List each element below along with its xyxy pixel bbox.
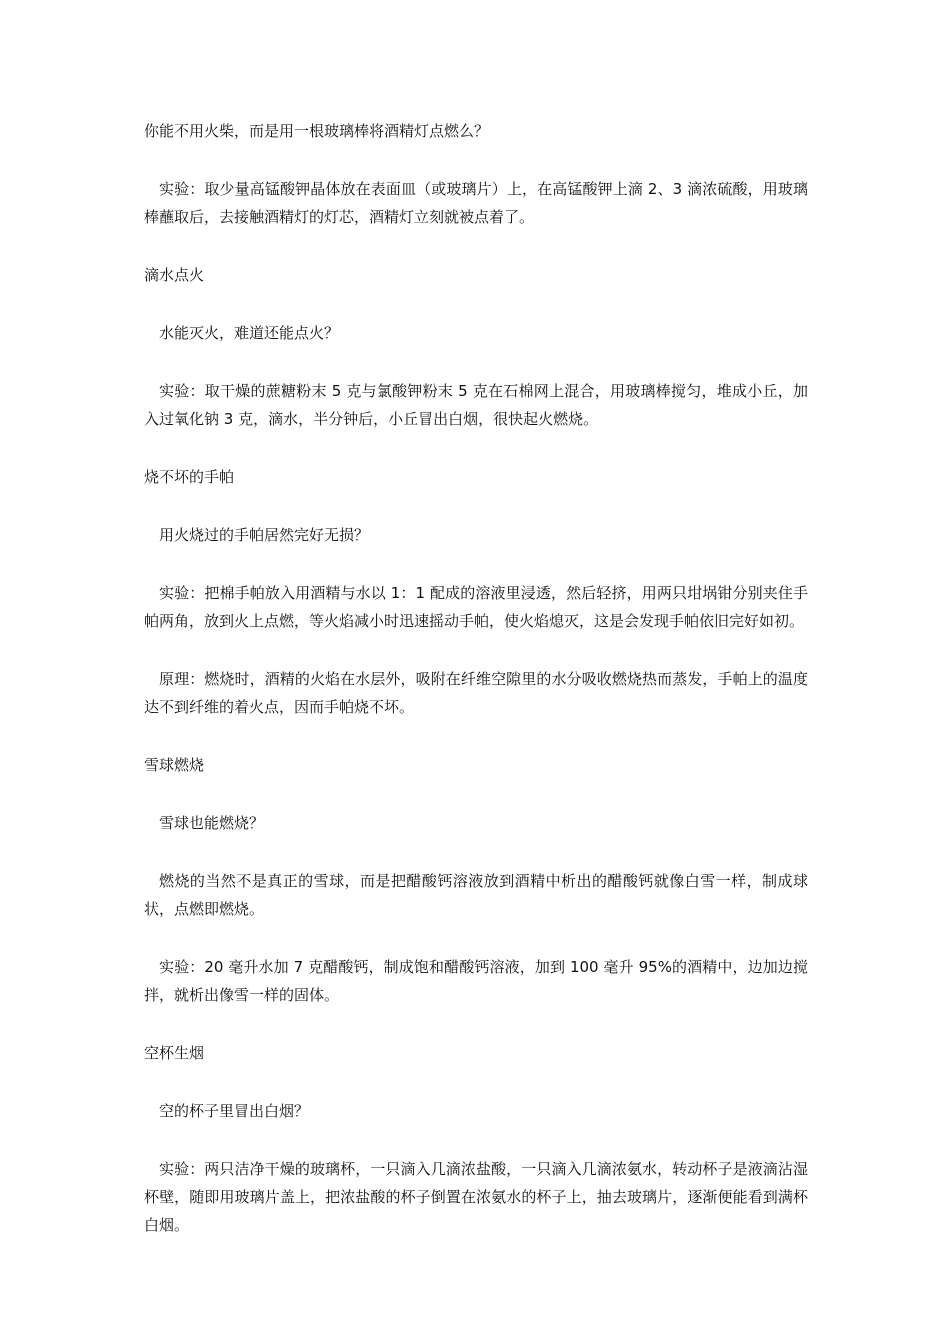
section-heading-handkerchief: 烧不坏的手帕 — [144, 468, 235, 486]
paragraph-question-3: 用火烧过的手帕居然完好无损？ — [159, 526, 370, 544]
paragraph-explanation-4: 燃烧的当然不是真正的雪球，而是把醋酸钙溶液放到酒精中析出的醋酸钙就像白雪一样，制成球状，点燃即燃烧。 — [144, 872, 808, 918]
section-heading-smoke-cup: 空杯生烟 — [144, 1044, 205, 1062]
paragraph-principle-3: 原理：燃烧时，酒精的火焰在水层外，吸附在纤维空隙里的水分吸收燃烧热而蒸发，手帕上的温度达不到纤维的着火点，因而手帕烧不坏。 — [144, 670, 808, 716]
paragraph-experiment-5: 实验：两只洁净干燥的玻璃杯，一只滴入几滴浓盐酸，一只滴入几滴浓氨水，转动杯子是液滴沾湿杯壁，随即用玻璃片盖上，把浓盐酸的杯子倒置在浓氨水的杯子上，抽去玻璃片，逐渐便能看到满杯白烟。 — [144, 1160, 808, 1234]
paragraph-experiment-2: 实验：取干燥的蔗糖粉末 5 克与氯酸钾粉末 5 克在石棉网上混合，用玻璃棒搅匀，堆成小丘，加入过氧化钠 3 克，滴水，半分钟后，小丘冒出白烟，很快起火燃烧。 — [144, 382, 808, 428]
paragraph-question-5: 空的杯子里冒出白烟？ — [159, 1102, 310, 1120]
document-page — [144, 117, 808, 1239]
section-heading-water-fire: 滴水点火 — [144, 266, 205, 284]
paragraph-intro-question: 你能不用火柴，而是用一根玻璃棒将酒精灯点燃么？ — [144, 122, 490, 140]
paragraph-experiment-1: 实验：取少量高锰酸钾晶体放在表面皿（或玻璃片）上，在高锰酸钾上滴 2、3 滴浓硫酸，用玻璃棒蘸取后，去接触酒精灯的灯芯，酒精灯立刻就被点着了。 — [144, 180, 808, 226]
paragraph-experiment-4: 实验：20 毫升水加 7 克醋酸钙，制成饱和醋酸钙溶液，加到 100 毫升 95%的酒精中，边加边搅拌，就析出像雪一样的固体。 — [144, 958, 808, 1004]
paragraph-experiment-3: 实验：把棉手帕放入用酒精与水以 1：1 配成的溶液里浸透，然后轻挤，用两只坩埚钳分别夹住手帕两角，放到火上点燃，等火焰减小时迅速摇动手帕，使火焰熄灭，这是会发现手帕依旧完好如初。 — [144, 584, 808, 630]
section-heading-snowball: 雪球燃烧 — [144, 756, 205, 774]
paragraph-question-4: 雪球也能燃烧？ — [159, 814, 265, 832]
paragraph-question-2: 水能灭火，难道还能点火？ — [159, 324, 340, 342]
